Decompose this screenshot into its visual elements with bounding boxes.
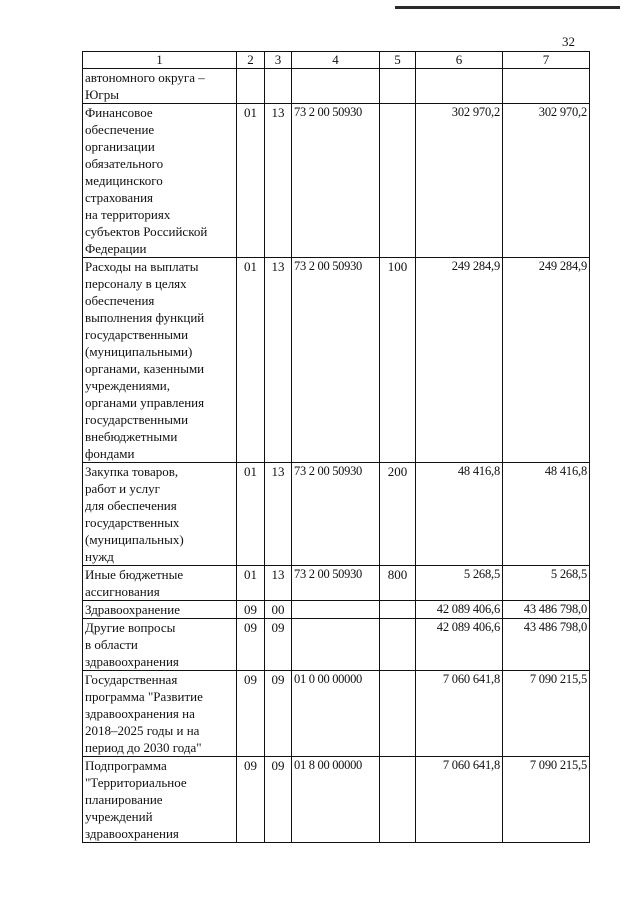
expense-type-cell: 100 [380,258,416,463]
expense-name-cell: Финансовое обеспечение организации обязательного медицинского страхования на территориях субъектов Российской Федерации [83,104,237,258]
amount-year-1-cell: 249 284,9 [416,258,503,463]
target-article-cell: 01 8 00 00000 [292,757,380,843]
amount-year-2-cell: 302 970,2 [503,104,590,258]
amount-year-1-cell: 302 970,2 [416,104,503,258]
table-row [83,104,590,258]
section-code-cell: 01 [237,258,265,463]
subsection-code-cell: 09 [265,619,292,671]
target-article-cell [292,69,380,104]
expense-name-cell: Закупка товаров, работ и услуг для обеспечения государственных (муниципальных) нужд [83,463,237,566]
table-row [83,619,590,671]
subsection-code-cell: 13 [265,104,292,258]
table-row [83,757,590,843]
scan-artifact-line [395,6,620,9]
expense-name-cell: Расходы на выплаты персоналу в целях обеспечения выполнения функций государственными (муниципальными) органами, казенными учреждениями, органами управления государственными внебюджетными фондами [83,258,237,463]
target-article-cell: 01 0 00 00000 [292,671,380,757]
expense-type-cell [380,601,416,619]
section-code-cell: 09 [237,619,265,671]
expense-name-cell: Иные бюджетные ассигнования [83,566,237,601]
table-header-row [83,52,590,69]
section-code-cell: 09 [237,671,265,757]
amount-year-1-cell: 5 268,5 [416,566,503,601]
target-article-cell: 73 2 00 50930 [292,104,380,258]
subsection-code-cell: 00 [265,601,292,619]
subsection-code-cell: 13 [265,566,292,601]
target-article-cell: 73 2 00 50930 [292,463,380,566]
section-code-cell: 09 [237,757,265,843]
header-col-7: 7 [503,52,590,69]
header-col-5: 5 [380,52,416,69]
table-row [83,463,590,566]
expense-type-cell: 800 [380,566,416,601]
amount-year-1-cell: 42 089 406,6 [416,619,503,671]
amount-year-2-cell [503,69,590,104]
header-col-1: 1 [83,52,237,69]
subsection-code-cell: 13 [265,463,292,566]
header-col-4: 4 [292,52,380,69]
amount-year-2-cell: 43 486 798,0 [503,619,590,671]
table-row [83,671,590,757]
expense-name-cell: автономного округа – Югры [83,69,237,104]
subsection-code-cell: 13 [265,258,292,463]
header-col-6: 6 [416,52,503,69]
amount-year-2-cell: 249 284,9 [503,258,590,463]
budget-table [82,51,590,843]
section-code-cell: 01 [237,566,265,601]
amount-year-1-cell: 7 060 641,8 [416,757,503,843]
table-row [83,69,590,104]
target-article-cell: 73 2 00 50930 [292,258,380,463]
target-article-cell: 73 2 00 50930 [292,566,380,601]
table-row [83,601,590,619]
amount-year-2-cell: 48 416,8 [503,463,590,566]
header-col-3: 3 [265,52,292,69]
amount-year-1-cell: 48 416,8 [416,463,503,566]
subsection-code-cell: 09 [265,671,292,757]
expense-type-cell [380,104,416,258]
amount-year-1-cell: 7 060 641,8 [416,671,503,757]
expense-name-cell: Здравоохранение [83,601,237,619]
header-col-2: 2 [237,52,265,69]
section-code-cell: 01 [237,104,265,258]
expense-type-cell [380,671,416,757]
expense-name-cell: Другие вопросы в области здравоохранения [83,619,237,671]
page-number: 32 [562,34,575,49]
expense-type-cell: 200 [380,463,416,566]
section-code-cell [237,69,265,104]
amount-year-2-cell: 5 268,5 [503,566,590,601]
amount-year-2-cell: 7 090 215,5 [503,757,590,843]
amount-year-1-cell [416,69,503,104]
table-row [83,566,590,601]
target-article-cell [292,619,380,671]
table-row [83,258,590,463]
expense-type-cell [380,619,416,671]
section-code-cell: 01 [237,463,265,566]
expense-name-cell: Подпрограмма "Территориальное планирование учреждений здравоохранения [83,757,237,843]
section-code-cell: 09 [237,601,265,619]
target-article-cell [292,601,380,619]
amount-year-2-cell: 7 090 215,5 [503,671,590,757]
subsection-code-cell [265,69,292,104]
subsection-code-cell: 09 [265,757,292,843]
expense-type-cell [380,757,416,843]
expense-type-cell [380,69,416,104]
amount-year-2-cell: 43 486 798,0 [503,601,590,619]
expense-name-cell: Государственная программа "Развитие здравоохранения на 2018–2025 годы и на период до 2030 года" [83,671,237,757]
amount-year-1-cell: 42 089 406,6 [416,601,503,619]
